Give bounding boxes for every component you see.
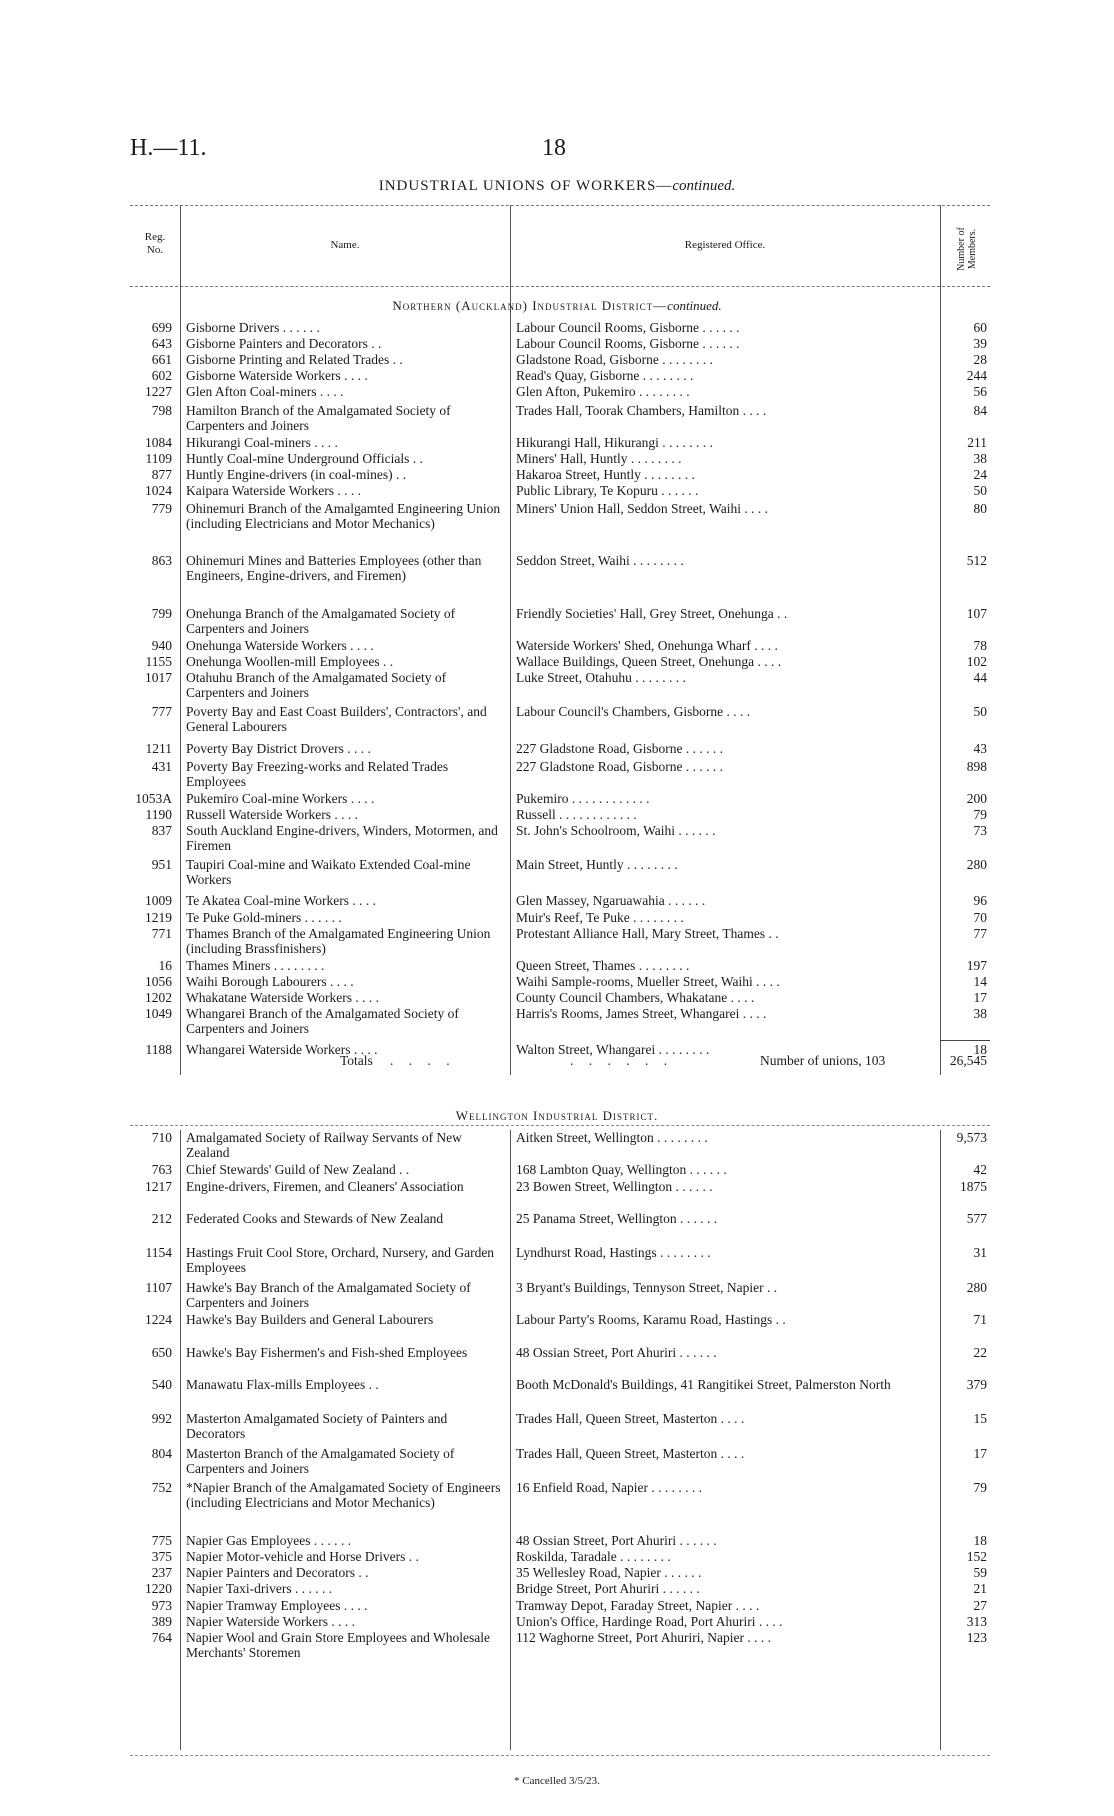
registered-office: Aitken Street, Wellington . . . . . . . . [516, 1130, 708, 1145]
union-name: Napier Gas Employees . . . . . . [186, 1532, 351, 1548]
member-count: 512 [966, 553, 987, 569]
reg-no: 798 [151, 402, 172, 418]
union-name: Napier Waterside Workers . . . . [186, 1613, 356, 1629]
reg-no: 431 [151, 758, 172, 774]
union-name: Poverty Bay Freezing-works and Related Trades Employees [186, 758, 449, 789]
reg-no: 1107 [145, 1279, 172, 1295]
member-count: 200 [966, 790, 987, 806]
registered-office: Walton Street, Whangarei . . . . . . . . [516, 1042, 710, 1058]
registered-office: Lyndhurst Road, Hastings . . . . . . . . [516, 1245, 711, 1261]
union-name: Ohinemuri Branch of the Amalgamted Engineering Union (including Electricians and Motor Mechanics) [186, 501, 501, 532]
union-name: *Napier Branch of the Amalgamated Society of Engineers (including Electricians and Motor Mechanics) [186, 1480, 501, 1511]
reg-no: 877 [151, 466, 172, 482]
page-title [0, 178, 1114, 195]
member-count: 280 [966, 1279, 987, 1295]
member-count: 17 [973, 990, 987, 1005]
reg-no: 863 [151, 553, 172, 569]
registered-office: Bridge Street, Port Ahuriri . . . . . . [516, 1581, 700, 1597]
registered-office: Pukemiro . . . . . . . . . . . . [516, 790, 650, 806]
member-count: 15 [973, 1411, 987, 1427]
union-name: Whangarei Waterside Workers . . . . [186, 1042, 378, 1058]
leader-dots: . . . . . . [570, 1053, 674, 1068]
registered-office: Luke Street, Otahuhu . . . . . . . . [516, 670, 686, 686]
reg-no: 1109 [145, 450, 172, 466]
reg-no: 1227 [145, 384, 172, 400]
member-count: 31 [973, 1245, 987, 1261]
reg-no: 777 [151, 704, 172, 720]
registered-office: Hakaroa Street, Huntly . . . . . . . . [516, 466, 695, 482]
union-name: Hikurangi Coal-miners . . . . [186, 434, 338, 450]
column-divider [180, 205, 181, 1075]
registered-office: Harris's Rooms, James Street, Whangarei . . . . [516, 1006, 767, 1022]
reg-no: 837 [151, 823, 172, 838]
union-name: Hawke's Bay Builders and General Labourers [186, 1312, 434, 1328]
registered-office: Read's Quay, Gisborne . . . . . . . . [516, 368, 694, 384]
section-rule [130, 1125, 990, 1126]
union-count: Number of unions, 103 [760, 1053, 886, 1068]
union-name: Gisborne Waterside Workers . . . . [186, 368, 368, 384]
reg-no: 775 [151, 1532, 172, 1548]
union-name: Te Puke Gold-miners . . . . . . [186, 909, 342, 925]
registered-office: Waterside Workers' Shed, Onehunga Wharf . . . . [516, 637, 778, 653]
member-count: 17 [973, 1445, 987, 1461]
member-count: 39 [973, 336, 987, 352]
registered-office: 227 Gladstone Road, Gisborne . . . . . . [516, 758, 723, 774]
union-name: Kaipara Waterside Workers . . . . [186, 483, 362, 498]
reg-no: 771 [151, 925, 172, 941]
reg-no: 764 [151, 1630, 172, 1645]
member-count: 9,573 [956, 1130, 987, 1145]
union-name: Thames Miners . . . . . . . . [186, 957, 325, 973]
reg-no: 710 [151, 1130, 172, 1145]
total-box [940, 1040, 990, 1063]
registered-office: 35 Wellesley Road, Napier . . . . . . [516, 1565, 702, 1581]
member-count: 43 [973, 740, 987, 756]
registered-office: Roskilda, Taradale . . . . . . . . [516, 1549, 671, 1564]
union-name: Onehunga Waterside Workers . . . . [186, 637, 374, 653]
member-count: 77 [973, 925, 987, 941]
member-count: 73 [973, 823, 987, 838]
union-name: Whakatane Waterside Workers . . . . [186, 990, 380, 1005]
section-heading-wellington: Wellington Industrial District. [455, 1108, 659, 1123]
title-main: INDUSTRIAL UNIONS OF WORKERS— [378, 178, 673, 194]
reg-no: 389 [151, 1613, 172, 1629]
union-name: Hamilton Branch of the Amalgamated Society of Carpenters and Joiners [186, 402, 451, 433]
registered-office: Labour Council Rooms, Gisborne . . . . . . [516, 336, 740, 352]
registered-office: Labour Council's Chambers, Gisborne . . . . [516, 704, 751, 720]
union-name: Masterton Amalgamated Society of Painters and Decorators [186, 1411, 448, 1442]
reg-no: 1224 [145, 1312, 172, 1328]
union-name: Napier Painters and Decorators . . [186, 1565, 369, 1581]
member-count: 71 [973, 1312, 987, 1328]
registered-office: Muir's Reef, Te Puke . . . . . . . . [516, 909, 684, 925]
member-count: 44 [973, 670, 987, 686]
reg-no: 602 [151, 368, 172, 384]
registered-office: 48 Ossian Street, Port Ahuriri . . . . . . [516, 1344, 717, 1360]
member-count: 79 [973, 806, 987, 822]
member-count: 107 [966, 605, 987, 621]
page-number: 18 [542, 135, 566, 161]
member-count: 197 [966, 957, 987, 973]
registered-office: Russell . . . . . . . . . . . . [516, 806, 637, 822]
reg-no: 375 [151, 1549, 172, 1564]
registered-office: Waihi Sample-rooms, Mueller Street, Waihi . . . . [516, 973, 780, 989]
union-name: Hawke's Bay Fishermen's and Fish-shed Employees [186, 1344, 468, 1360]
registered-office: Main Street, Huntly . . . . . . . . [516, 857, 678, 873]
reg-no: 1219 [145, 909, 172, 925]
union-name: Engine-drivers, Firemen, and Cleaners' Association [186, 1178, 464, 1194]
registered-office: Hikurangi Hall, Hikurangi . . . . . . . . [516, 434, 713, 450]
registered-office: Glen Massey, Ngaruawahia . . . . . . [516, 893, 706, 909]
registered-office: 112 Waghorne Street, Port Ahuriri, Napier . . . . [516, 1630, 771, 1645]
registered-office: 168 Lambton Quay, Wellington . . . . . . [516, 1162, 727, 1178]
registered-office: Booth McDonald's Buildings, 41 Rangitikei Street, Palmerston North [516, 1377, 891, 1392]
reg-no: 951 [151, 857, 172, 873]
member-count: 21 [973, 1581, 987, 1597]
union-name: Huntly Coal-mine Underground Officials . . [186, 450, 423, 466]
union-name: Russell Waterside Workers . . . . [186, 806, 359, 822]
union-name: Gisborne Painters and Decorators . . [186, 336, 382, 352]
reg-no: 804 [151, 1445, 172, 1461]
reg-no: 1084 [145, 434, 172, 450]
union-name: Ohinemuri Mines and Batteries Employees (other than Engineers, Engine-drivers, and Firemen) [186, 553, 482, 584]
registered-office: Labour Council Rooms, Gisborne . . . . . . [516, 320, 740, 335]
column-divider [510, 205, 511, 1075]
union-name: Onehunga Woollen-mill Employees . . [186, 654, 394, 669]
reg-no: 699 [151, 320, 172, 335]
registered-office: Miners' Hall, Huntly . . . . . . . . [516, 450, 682, 466]
member-count: 1875 [960, 1178, 987, 1194]
reg-no: 643 [151, 336, 172, 352]
union-name: Poverty Bay District Drovers . . . . [186, 740, 371, 756]
member-count: 102 [966, 654, 987, 669]
registered-office: Miners' Union Hall, Seddon Street, Waihi . . . . [516, 501, 768, 517]
registered-office: 25 Panama Street, Wellington . . . . . . [516, 1211, 718, 1226]
member-count: 14 [973, 973, 987, 989]
union-name: Otahuhu Branch of the Amalgamated Society of Carpenters and Joiners [186, 670, 447, 701]
reg-no: 1155 [145, 654, 172, 669]
footnote: * Cancelled 3/5/23. [514, 1775, 600, 1787]
reg-no: 661 [151, 352, 172, 368]
registered-office: County Council Chambers, Whakatane . . . . [516, 990, 755, 1005]
member-count: 18 [973, 1042, 987, 1058]
reg-no: 650 [151, 1344, 172, 1360]
member-count: 577 [966, 1211, 987, 1226]
registered-office: Labour Party's Rooms, Karamu Road, Hastings . . [516, 1312, 786, 1328]
reg-no: 940 [151, 637, 172, 653]
union-name: Napier Taxi-drivers . . . . . . [186, 1581, 333, 1597]
member-count: 96 [973, 893, 987, 909]
union-name: Manawatu Flax-mills Employees . . [186, 1377, 379, 1392]
column-divider [510, 1130, 511, 1750]
reg-no: 992 [151, 1411, 172, 1427]
union-name: South Auckland Engine-drivers, Winders, Motormen, and Firemen [186, 823, 498, 853]
registered-office: Seddon Street, Waihi . . . . . . . . [516, 553, 684, 569]
reg-no: 1188 [145, 1042, 172, 1058]
column-members: Number of Members. [956, 227, 978, 271]
reg-no: 752 [151, 1480, 172, 1496]
leader-dots: . . . . [390, 1053, 456, 1068]
member-count: 211 [967, 434, 987, 450]
member-count: 28 [973, 352, 987, 368]
union-name: Taupiri Coal-mine and Waikato Extended Coal-mine Workers [186, 857, 471, 888]
member-count: 50 [973, 704, 987, 720]
reg-no: 1154 [145, 1245, 172, 1261]
union-name: Hastings Fruit Cool Store, Orchard, Nursery, and Garden Employees [186, 1245, 495, 1276]
member-count: 27 [973, 1597, 987, 1613]
member-count: 70 [973, 909, 987, 925]
reg-no: 1053A [135, 790, 172, 806]
union-name: Napier Tramway Employees . . . . [186, 1597, 368, 1613]
reg-no: 1217 [145, 1178, 172, 1194]
column-reg-no: Reg. No. [144, 231, 166, 256]
reg-no: 237 [151, 1565, 172, 1581]
union-name: Thames Branch of the Amalgamated Engineering Union (including Brassfinishers) [186, 925, 491, 956]
column-name: Name. [330, 239, 360, 251]
union-name: Masterton Branch of the Amalgamated Society of Carpenters and Joiners [186, 1445, 455, 1476]
column-divider [180, 1130, 181, 1750]
member-count: 50 [973, 483, 987, 498]
member-count: 244 [966, 368, 987, 384]
registered-office: Wallace Buildings, Queen Street, Onehunga . . . . [516, 654, 782, 669]
reg-no: 1211 [145, 740, 172, 756]
reg-no: 1024 [145, 483, 172, 498]
registered-office: Public Library, Te Kopuru . . . . . . [516, 483, 699, 498]
reg-no: 1190 [145, 806, 172, 822]
document-reference: H.—11. [130, 135, 207, 161]
section-heading-northern: Northern (Auckland) Industrial District—continued. [392, 298, 722, 313]
member-count: 42 [973, 1162, 987, 1178]
union-name: Gisborne Drivers . . . . . . [186, 320, 320, 335]
registered-office: 23 Bowen Street, Wellington . . . . . . [516, 1178, 713, 1194]
bottom-rule [130, 1755, 990, 1756]
reg-no: 1049 [145, 1006, 172, 1022]
member-count: 280 [966, 857, 987, 873]
registered-office: Glen Afton, Pukemiro . . . . . . . . [516, 384, 690, 400]
union-name: Amalgamated Society of Railway Servants of New Zealand [186, 1130, 462, 1160]
reg-no: 779 [151, 501, 172, 517]
registered-office: Trades Hall, Toorak Chambers, Hamilton . . . . [516, 402, 767, 418]
union-name: Hawke's Bay Branch of the Amalgamated Society of Carpenters and Joiners [186, 1279, 471, 1310]
member-count: 18 [973, 1532, 987, 1548]
union-name: Onehunga Branch of the Amalgamated Society of Carpenters and Joiners [186, 605, 456, 636]
union-name: Napier Motor-vehicle and Horse Drivers . . [186, 1549, 419, 1564]
reg-no: 1017 [145, 670, 172, 686]
union-name: Waihi Borough Labourers . . . . [186, 973, 354, 989]
totals-label: Totals [340, 1053, 373, 1068]
member-count: 123 [966, 1630, 987, 1645]
total-members: 26,545 [949, 1053, 987, 1068]
title-continued: continued. [672, 178, 736, 194]
registered-office: St. John's Schoolroom, Waihi . . . . . . [516, 823, 716, 838]
union-name: Federated Cooks and Stewards of New Zealand [186, 1211, 444, 1226]
reg-no: 1202 [145, 990, 172, 1005]
union-name: Napier Wool and Grain Store Employees and Wholesale Merchants' Storemen [186, 1630, 490, 1660]
column-registered-office: Registered Office. [684, 239, 766, 251]
registered-office: 3 Bryant's Buildings, Tennyson Street, Napier . . [516, 1279, 778, 1295]
member-count: 84 [973, 402, 987, 418]
registered-office: Tramway Depot, Faraday Street, Napier . . . . [516, 1597, 760, 1613]
member-count: 80 [973, 501, 987, 517]
reg-no: 212 [151, 1211, 172, 1226]
union-name: Pukemiro Coal-mine Workers . . . . [186, 790, 375, 806]
member-count: 78 [973, 637, 987, 653]
registered-office: Protestant Alliance Hall, Mary Street, Thames . . [516, 925, 779, 941]
member-count: 60 [973, 320, 987, 335]
union-name: Poverty Bay and East Coast Builders', Contractors', and General Labourers [186, 704, 487, 735]
member-count: 79 [973, 1480, 987, 1496]
union-name: Chief Stewards' Guild of New Zealand . . [186, 1162, 410, 1178]
union-name: Glen Afton Coal-miners . . . . [186, 384, 344, 400]
member-count: 24 [973, 466, 987, 482]
column-header [130, 205, 990, 287]
reg-no: 973 [151, 1597, 172, 1613]
member-count: 38 [973, 450, 987, 466]
member-count: 56 [973, 384, 987, 400]
reg-no: 540 [151, 1377, 172, 1392]
member-count: 898 [966, 758, 987, 774]
member-count: 22 [973, 1344, 987, 1360]
union-name: Whangarei Branch of the Amalgamated Society of Carpenters and Joiners [186, 1006, 459, 1037]
registered-office: Trades Hall, Queen Street, Masterton . . . . [516, 1411, 745, 1427]
registered-office: Queen Street, Thames . . . . . . . . [516, 957, 690, 973]
registered-office: Gladstone Road, Gisborne . . . . . . . . [516, 352, 713, 368]
member-count: 379 [966, 1377, 987, 1392]
registered-office: Trades Hall, Queen Street, Masterton . . . . [516, 1445, 745, 1461]
registered-office: Union's Office, Hardinge Road, Port Ahuriri . . . . [516, 1613, 783, 1629]
registered-office: 16 Enfield Road, Napier . . . . . . . . [516, 1480, 702, 1496]
reg-no: 1220 [145, 1581, 172, 1597]
member-count: 152 [966, 1549, 987, 1564]
union-name: Huntly Engine-drivers (in coal-mines) . . [186, 466, 407, 482]
member-count: 313 [966, 1613, 987, 1629]
reg-no: 16 [158, 957, 172, 973]
member-count: 38 [973, 1006, 987, 1022]
reg-no: 1009 [145, 893, 172, 909]
union-name: Te Akatea Coal-mine Workers . . . . [186, 893, 377, 909]
reg-no: 799 [151, 605, 172, 621]
registered-office: 48 Ossian Street, Port Ahuriri . . . . . . [516, 1532, 717, 1548]
registered-office: Friendly Societies' Hall, Grey Street, Onehunga . . [516, 605, 788, 621]
reg-no: 763 [151, 1162, 172, 1178]
union-name: Gisborne Printing and Related Trades . . [186, 352, 403, 368]
reg-no: 1056 [145, 973, 172, 989]
member-count: 59 [973, 1565, 987, 1581]
registered-office: 227 Gladstone Road, Gisborne . . . . . . [516, 740, 723, 756]
